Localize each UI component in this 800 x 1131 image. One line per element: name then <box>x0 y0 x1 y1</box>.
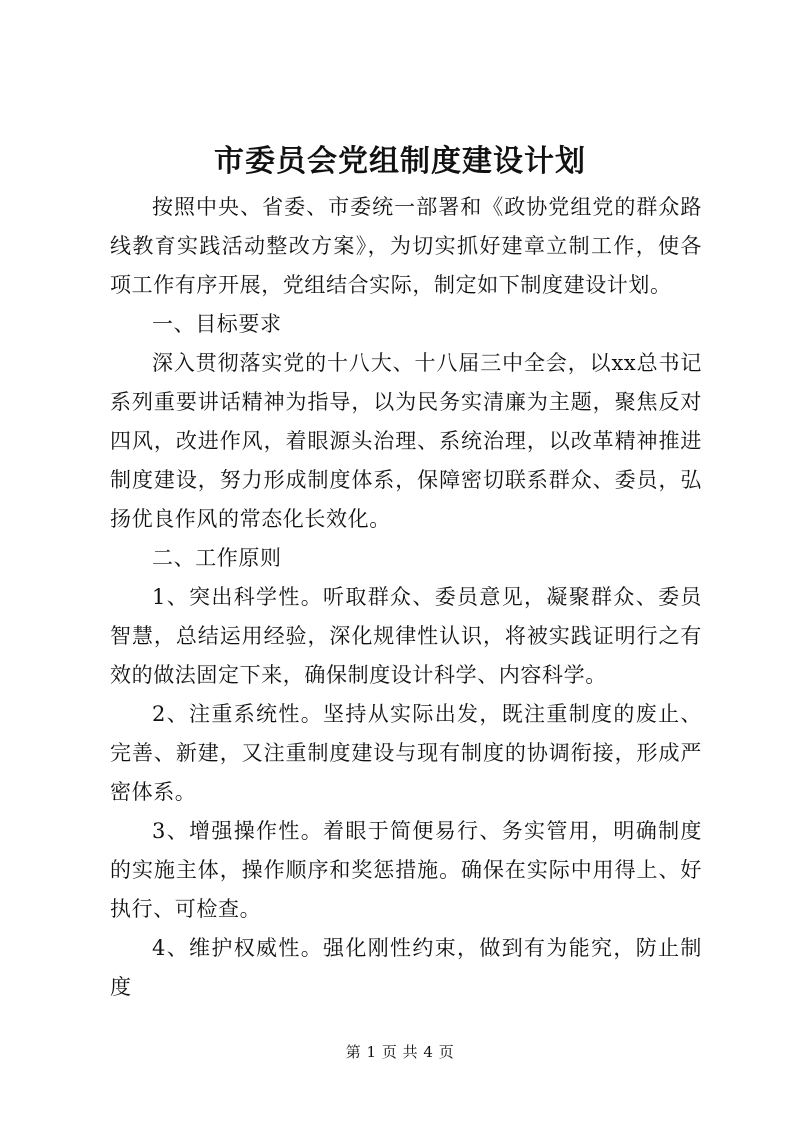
principle-paragraph-4: 4、维护权威性。强化刚性约束，做到有为能究，防止制度 <box>110 936 702 999</box>
document-body <box>110 188 702 1007</box>
section-heading-principles: 二、工作原则 <box>152 546 282 570</box>
goals-paragraph: 深入贯彻落实党的十八大、十八届三中全会，以xx总书记系列重要讲话精神为指导，以为民务实清廉为主题，聚焦反对四风，改进作风，着眼源头治理、系统治理，以改革精神推进制度建设，努力形成制度体系，保障密切联系群众、委员，弘扬优良作风的常态化长效化。 <box>110 351 702 531</box>
section-heading-goals: 一、目标要求 <box>152 312 282 336</box>
principle-paragraph-3: 3、增强操作性。着眼于简便易行、务实管用，明确制度的实施主体，操作顺序和奖惩措施。确保在实际中用得上、好执行、可检查。 <box>110 819 702 921</box>
principle-paragraph-1: 1、突出科学性。听取群众、委员意见，凝聚群众、委员智慧，总结运用经验，深化规律性认识，将被实践证明行之有效的做法固定下来，确保制度设计科学、内容科学。 <box>110 585 702 687</box>
principle-paragraph-2: 2、注重系统性。坚持从实际出发，既注重制度的废止、完善、新建，又注重制度建设与现有制度的协调衔接，形成严密体系。 <box>110 702 702 804</box>
document-title: 市委员会党组制度建设计划 <box>214 144 586 179</box>
intro-paragraph: 按照中央、省委、市委统一部署和《政协党组党的群众路线教育实践活动整改方案》，为切实抓好建章立制工作，使各项工作有序开展，党组结合实际，制定如下制度建设计划。 <box>110 195 702 297</box>
page-footer: 第 1 页 共 4 页 <box>345 1043 455 1061</box>
